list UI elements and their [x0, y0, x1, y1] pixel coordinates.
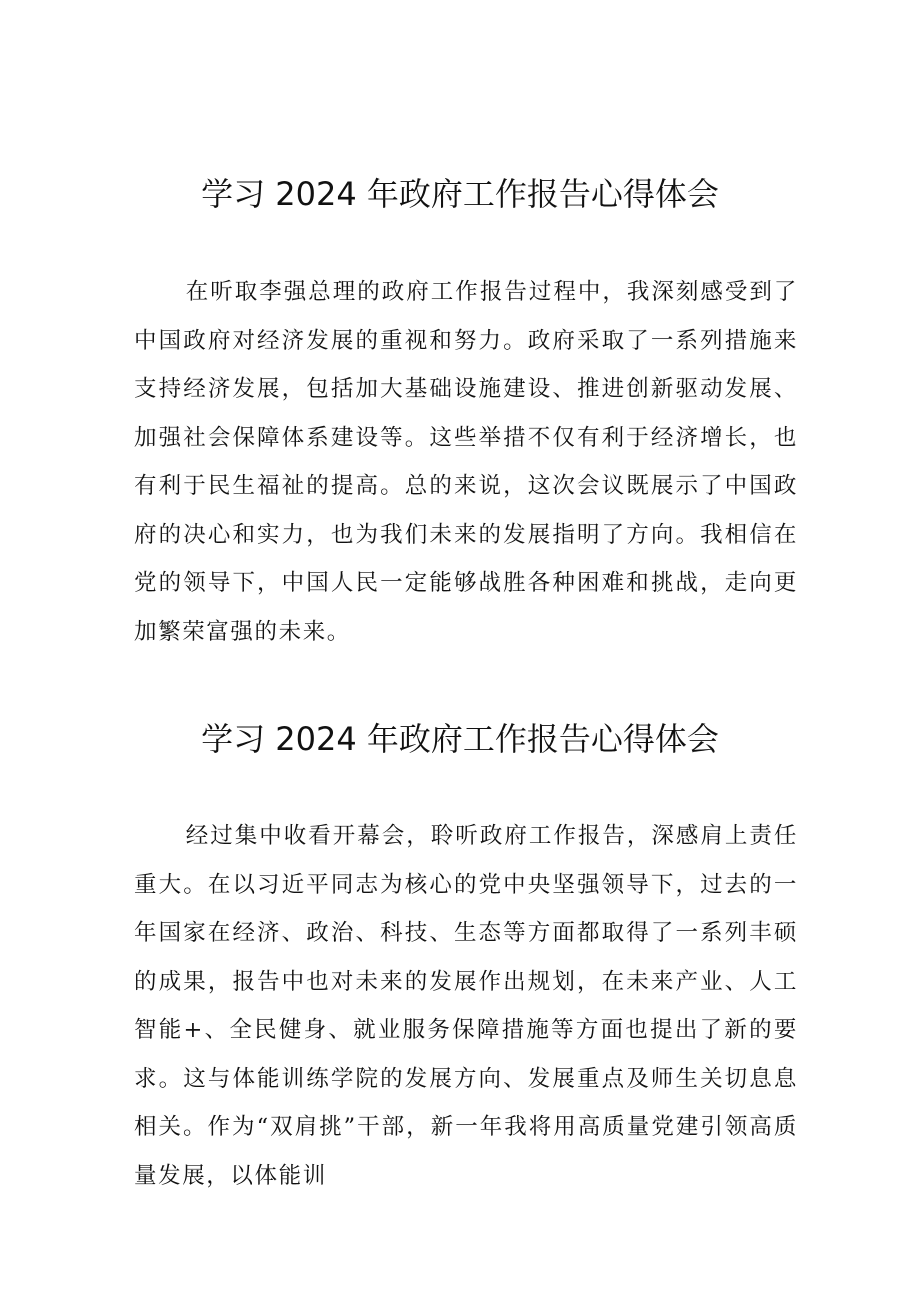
- section-1-body: 在听取李强总理的政府工作报告过程中，我深刻感受到了中国政府对经济发展的重视和努力。政府采取了一系列措施来支持经济发展，包括加大基础设施建设、推进创新驱动发展、加强社会保障体系建设等。这些举措不仅有利于经济增长，也有利于民生福祉的提高。总的来说，这次会议既展示了中国政府的决心和实力，也为我们未来的发展指明了方向。我相信在党的领导下，中国人民一定能够战胜各种困难和挑战，走向更加繁荣富强的未来。: [134, 279, 798, 645]
- section-1-title: 学习 2024 年政府工作报告心得体会: [201, 175, 719, 213]
- section-2-body: 经过集中收看开幕会，聆听政府工作报告，深感肩上责任重大。在以习近平同志为核心的党中央坚强领导下，过去的一年国家在经济、政治、科技、生态等方面都取得了一系列丰硕的成果，报告中也对未来的发展作出规划，在未来产业、人工智能+、全民健身、就业服务保障措施等方面也提出了新的要求。这与体能训练学院的发展方向、发展重点及师生关切息息相关。作为“双肩挑”干部，新一年我将用高质量党建引领高质量发展，以体能训: [134, 823, 798, 1189]
- section-2-title: 学习 2024 年政府工作报告心得体会: [201, 720, 719, 758]
